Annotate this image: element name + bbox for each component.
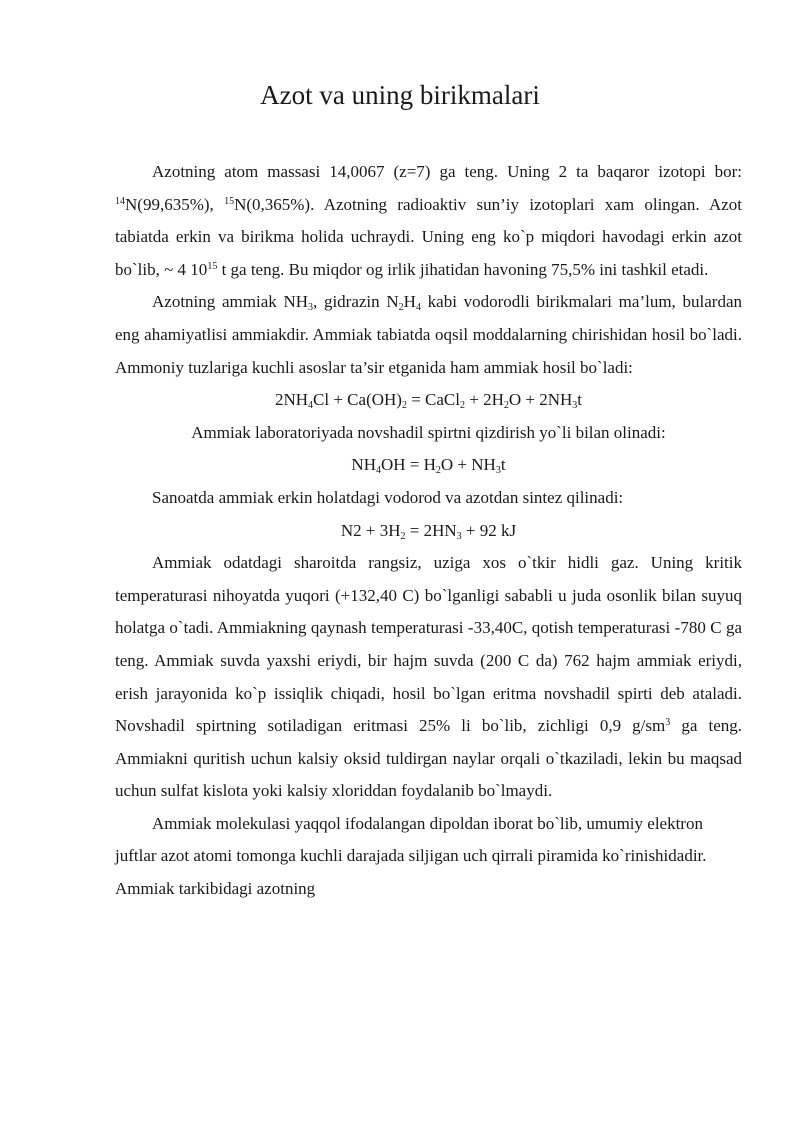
- equation-synthesis: [115, 515, 742, 548]
- text-run: N2 + 3H: [340, 520, 401, 540]
- subscript: 4: [375, 465, 381, 477]
- line-laboratory: Ammiak laboratoriyada novshadil spirtni qizdirish yo`li bilan olinadi:: [191, 422, 666, 442]
- text-run: t ga teng. Bu miqdor og irlik jihatidan havoning 75,5% ini tashkil etadi.: [217, 259, 709, 279]
- text-run: N(0,365%). Azotning radioaktiv sun’iy izotoplari xam olingan. Azot tabiatda erkin va birikma holida uchraydi. Uning eng ko`p miqdori havodagi erkin azot bo`lib, ~ 4 10: [115, 194, 742, 279]
- text-run: 2NH: [274, 390, 309, 410]
- text-run: = CaCl: [406, 390, 460, 410]
- subscript: 2: [503, 400, 509, 412]
- subscript: 4: [415, 302, 421, 314]
- subscript: 3: [456, 530, 462, 542]
- text-run: + 92 kJ: [461, 520, 517, 540]
- document-body: [115, 156, 742, 906]
- text-run: t: [500, 455, 506, 475]
- paragraph-properties: [115, 547, 742, 808]
- text-run: O + 2NH: [508, 390, 573, 410]
- text-run: ga teng. Ammiakni quritish uchun kalsiy oksid tuldirgan naylar orqali o`tkaziladi, lekin bu maqsad uchun sulfat kislota yoki kalsiy xloriddan foydalanib bo`lmaydi.: [115, 716, 742, 801]
- subscript: 2: [460, 400, 465, 412]
- superscript: 3: [665, 717, 671, 729]
- paragraph-isotopes: [115, 156, 742, 286]
- subscript: 2: [435, 465, 441, 477]
- line-industry: Sanoatda ammiak erkin holatdagi vodorod va azotdan sintez qilinadi:: [152, 487, 624, 507]
- text-run: NH: [351, 455, 376, 475]
- text-run: Azotning ammiak NH: [152, 292, 308, 312]
- superscript: 15: [224, 195, 235, 207]
- text-run: + 2H: [465, 390, 504, 410]
- subscript: 3: [495, 465, 501, 477]
- text-run: N(99,635%),: [125, 194, 225, 214]
- subscript: 2: [398, 302, 404, 314]
- text-run: OH = H: [380, 455, 436, 475]
- subscript: 4: [308, 400, 314, 412]
- page-title: Azot va uning birikmalari: [260, 80, 540, 110]
- equation-ammonium-hydroxide: [115, 449, 742, 482]
- superscript: 15: [207, 260, 218, 272]
- text-run: O + NH: [440, 455, 496, 475]
- subscript: 3: [308, 302, 313, 314]
- text-run: = 2HN: [405, 520, 457, 540]
- text-run: Ammiak odatdagi sharoitda rangsiz, uziga xos o`tkir hidli gaz. Uning kritik temperaturasi nihoyatda yuqori (+132,40 C) bo`lganligi sababli u juda osonlik bilan suyuq holatga o`tadi. Ammiakning qaynash temperaturasi -33,40C, qotish temperaturasi -780 C ga teng. Ammiak suvda yaxshi eriydi, bir hajm suvda (200 C da) 762 hajm ammiak eriydi, erish jarayonida ko`p issiqlik chiqadi, hosil bo`lgan eritma novshadil spirti deb ataladi. Novshadil spirtning sotiladigan eritmasi 25% li bo`lib, zichligi 0,9 g/sm: [115, 553, 742, 736]
- subscript: 3: [572, 400, 578, 412]
- text-run: Azotning atom massasi 14,0067 (z=7) ga teng. Uning 2 ta baqaror izotopi bor:: [152, 162, 742, 181]
- superscript: 14: [115, 195, 125, 207]
- paragraph-hydrogen-compounds: [115, 286, 742, 384]
- subscript: 2: [400, 530, 406, 542]
- paragraph-molecule: Ammiak molekulasi yaqqol ifodalangan dipoldan iborat bo`lib, umumiy elektron juftlar azot atomi tomonga kuchli darajada siljigan uch qirrali piramida ko`rinishidadir. Ammiak tarkibidagi azotning: [115, 813, 707, 899]
- text-run: kabi vodorodli birikmalari ma’lum, bulardan eng ahamiyatlisi ammiakdir. Ammiak tabiatda oqsil moddalarning chirishidan hosil bo`ladi. Ammoniy tuzlariga kuchli asoslar ta’sir etganida ham ammiak hosil bo`ladi:: [115, 292, 742, 377]
- equation-ammonium-chloride: [115, 384, 742, 417]
- subscript: 2: [401, 400, 407, 412]
- text-run: t: [577, 390, 583, 410]
- text-run: H: [403, 292, 416, 312]
- text-run: Cl + Ca(OH): [313, 390, 402, 410]
- text-run: , gidrazin N: [313, 292, 399, 312]
